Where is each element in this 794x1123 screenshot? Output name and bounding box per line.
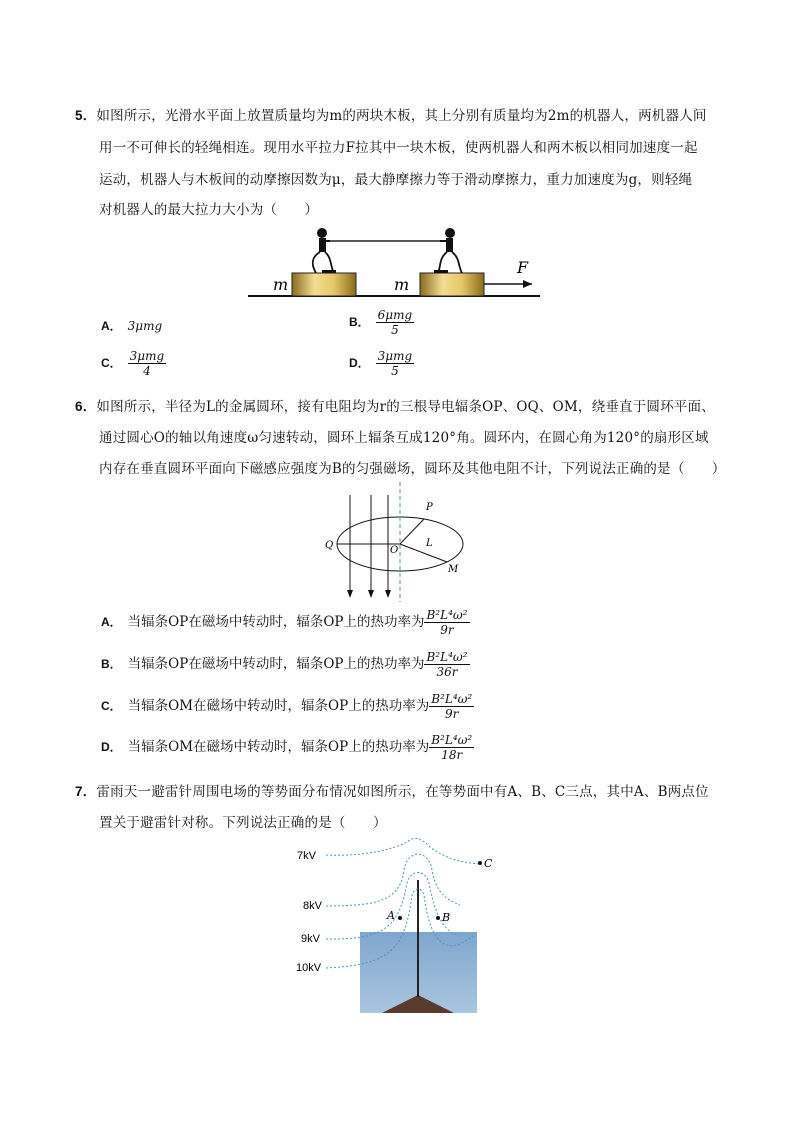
point-B — [436, 916, 440, 920]
q7-line-1: 7．雷雨天一避雷针周围电场的等势面分布情况如图所示，在等势面中有A、B、C三点，其中A、B两点位 — [75, 784, 709, 800]
label-C: C — [484, 857, 493, 870]
label-O: O — [390, 545, 399, 556]
label-L: L — [426, 538, 433, 549]
q5-line-4: 对机器人的最大拉力大小为（ ） — [99, 202, 319, 218]
label-M: M — [448, 564, 459, 575]
spoke-OP — [400, 519, 424, 544]
board-left — [292, 273, 356, 296]
magnetic-field-lines — [350, 495, 388, 595]
q6-figure-rotating-ring — [320, 480, 470, 605]
q6-option-c[interactable]: C． 当辐条OM在磁场中转动时，辐条OP上的热功率为 $\frac{\text{B²L⁴ω²}}{9r}$ — [101, 692, 473, 721]
robot-left — [313, 228, 336, 273]
q6-number: 6． — [75, 399, 97, 414]
label-m-right: m — [394, 275, 410, 294]
label-P: P — [426, 502, 433, 513]
q5-number: 5． — [75, 108, 97, 123]
spoke-OM — [400, 544, 447, 562]
q7-line-2: 置关于避雷针对称。下列说法正确的是（ ） — [99, 815, 387, 831]
q5-line-2: 用一不可伸长的轻绳相连。现用水平拉力F拉其中一块木板，使两机器人和两木板以相同加速度一起 — [99, 140, 698, 156]
q5-option-b[interactable]: B． $\frac{\text{6μmg}}{5}$ — [349, 308, 413, 337]
label-10kV: 10kV — [296, 962, 322, 974]
q7-figure-lightning-rod — [290, 835, 510, 1015]
label-7kV: 7kV — [297, 850, 316, 862]
point-A — [398, 916, 402, 920]
q5-option-d[interactable]: D． $\frac{\text{3μmg}}{5}$ — [349, 349, 413, 378]
label-m-left: m — [273, 275, 289, 294]
q5-figure-robots-on-boards — [240, 222, 550, 302]
q5-option-c[interactable]: C． $\frac{\text{3μmg}}{4}$ — [101, 349, 165, 378]
q6-option-b[interactable]: B． 当辐条OP在磁场中转动时，辐条OP上的热功率为 $\frac{\text{B²L⁴ω²}}{36r}$ — [101, 650, 468, 679]
label-A: A — [387, 909, 395, 922]
q6-option-d[interactable]: D． 当辐条OM在磁场中转动时，辐条OP上的热功率为 $\frac{\text{B²L⁴ω²}}{18r}$ — [101, 733, 473, 762]
board-right — [420, 273, 484, 296]
q6-line-2: 通过圆心O的轴以角速度ω匀速转动，圆环上辐条互成120°角。圆环内，在圆心角为120°的扇形区域 — [99, 430, 709, 446]
q5-line-3: 运动，机器人与木板间的动摩擦因数为μ，最大静摩擦力等于滑动摩擦力，重力加速度为g，则轻绳 — [99, 172, 693, 188]
label-Q: Q — [325, 540, 334, 551]
q6-line-1: 6．如图所示，半径为L的金属圆环，接有电阻均为r的三根导电辐条OP、OQ、OM，绕垂直于圆环平面、 — [75, 399, 715, 415]
label-F: F — [517, 258, 529, 277]
q6-option-a[interactable]: A． 当辐条OP在磁场中转动时，辐条OP上的热功率为 $\frac{\text{B²L⁴ω²}}{9r}$ — [101, 608, 468, 637]
point-C — [478, 861, 482, 865]
q5-option-a[interactable]: A． 3μmg — [101, 319, 163, 333]
robot-right — [434, 228, 462, 273]
q6-line-3: 内存在垂直圆环平面向下磁感应强度为B的匀强磁场，圆环及其他电阻不计，下列说法正确的是（ ） — [99, 461, 726, 477]
q7-number: 7． — [75, 784, 97, 799]
q5-line-1: 5．如图所示，光滑水平面上放置质量均为m的两块木板，其上分别有质量均为2m的机器人，两机器人间 — [75, 108, 707, 124]
label-B: B — [442, 911, 451, 924]
label-9kV: 9kV — [301, 933, 320, 945]
label-8kV: 8kV — [303, 900, 322, 912]
